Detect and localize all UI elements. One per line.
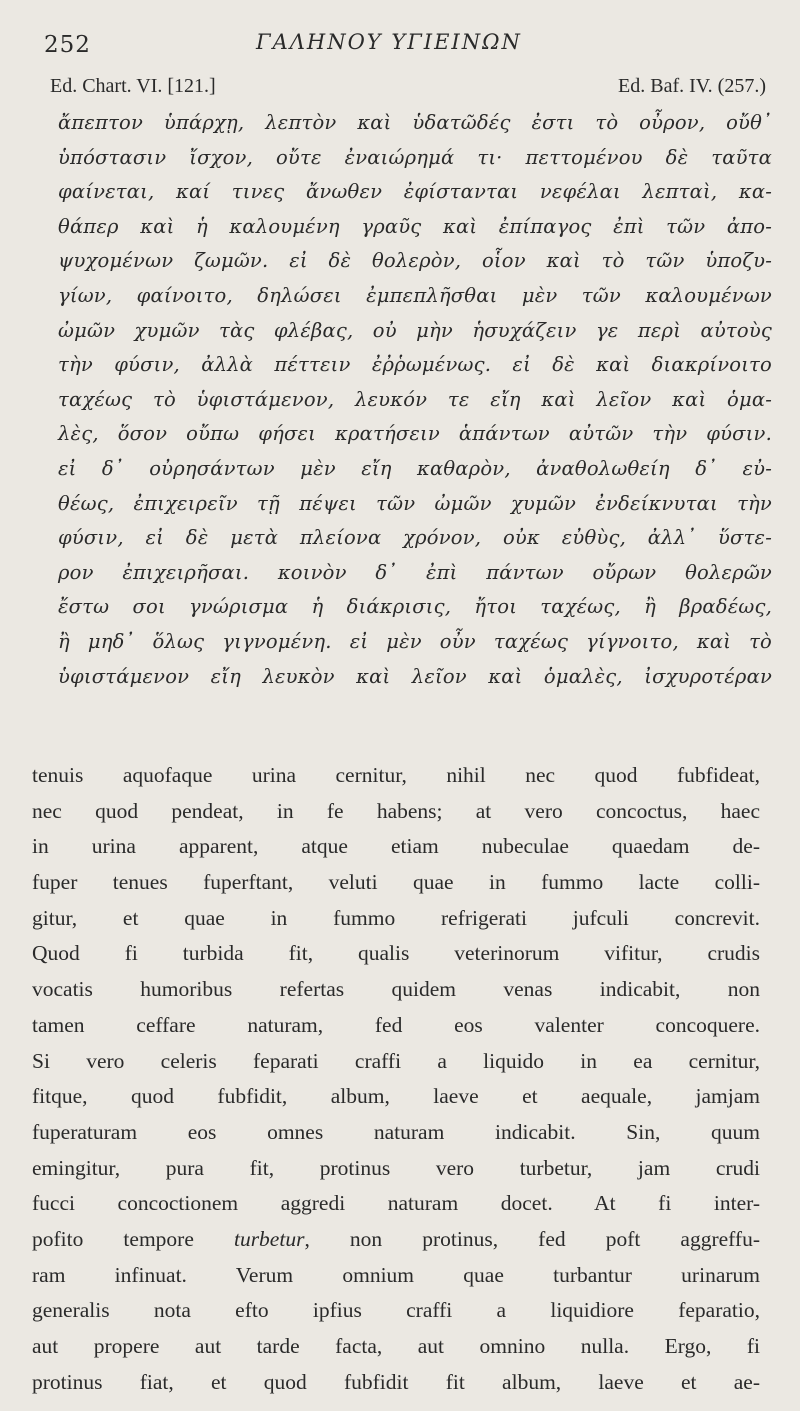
page-number: 252	[44, 32, 91, 58]
greek-text-line: τὴν φύσιν, ἀλλὰ πέττειν ἐῤῥωμένως. εἰ δὲ καὶ διακρίνοιτο	[58, 353, 772, 377]
latin-text-segment: , non protinus, fed poft aggreffu-	[304, 1226, 760, 1251]
running-title: ΓΑΛΗΝΟΥ ΥΓΙΕΙΝΩΝ	[256, 30, 522, 54]
edition-chartier-ref: Ed. Chart. VI. [121.]	[50, 75, 216, 97]
latin-text-line: fuperaturam eos omnes naturam indicabit. Sin, quum	[32, 1119, 760, 1144]
greek-text-line: λὲς, ὅσον οὔπω φήσει κρατήσειν ἁπάντων αὐτῶν τὴν φύσιν.	[58, 422, 772, 446]
greek-text-line: ταχέως τὸ ὑφιστάμενον, λευκόν τε εἴη καὶ λεῖον καὶ ὁμα-	[58, 387, 772, 411]
latin-text-line: vocatis humoribus refertas quidem venas indicabit, non	[32, 977, 760, 1002]
edition-basel-ref: Ed. Baf. IV. (257.)	[618, 75, 766, 97]
latin-text-line: tenuis aquofaque urina cernitur, nihil nec quod fubfideat,	[32, 763, 760, 787]
latin-text-line: ram infinuat. Verum omnium quae turbantur urinarum	[32, 1262, 760, 1287]
latin-text-line	[32, 1222, 760, 1258]
greek-text-line: γίων, φαίνοιτο, δηλώσει ἐμπεπλῆσθαι μὲν τῶν καλουμένων	[58, 283, 772, 307]
latin-text-line: Si vero celeris feparati craffi a liquido in ea cernitur,	[32, 1048, 760, 1073]
greek-text-line: θάπερ καὶ ἡ καλουμένη γραῦς καὶ ἐπίπαγος ἐπὶ τῶν ἀπο-	[58, 214, 772, 238]
greek-text-line: ὠμῶν χυμῶν τὰς φλέβας, οὐ μὴν ἡσυχάζειν γε περὶ αὐτοὺς	[58, 318, 772, 342]
latin-text-segment: pofito tempore	[32, 1226, 234, 1251]
latin-text-line: Quod fi turbida fit, qualis veterinorum vifitur, crudis	[32, 941, 760, 966]
greek-text-line: ὑφιστάμενον εἴη λευκὸν καὶ λεῖον καὶ ὁμαλὲς, ἰσχυροτέραν	[58, 664, 772, 688]
latin-translation-block	[32, 758, 760, 1400]
latin-text-line: fitque, quod fubfidit, album, laeve et aequale, jamjam	[32, 1084, 760, 1109]
latin-text-line: gitur, et quae in fummo refrigerati jufculi concrevit.	[32, 905, 760, 930]
greek-text-line: φαίνεται, καί τινες ἄνωθεν ἐφίστανται νεφέλαι λεπταὶ, κα-	[58, 180, 772, 204]
greek-text-block	[58, 106, 772, 694]
latin-text-line: protinus fiat, et quod fubfidit fit album, laeve et ae-	[32, 1369, 760, 1394]
latin-italic-word: turbetur	[233, 1226, 305, 1251]
latin-text-line: emingitur, pura fit, protinus vero turbetur, jam crudi	[32, 1155, 760, 1180]
latin-text-line: generalis nota efto ipfius craffi a liquidiore feparatio,	[32, 1298, 760, 1323]
latin-text-line: in urina apparent, atque etiam nubeculae quaedam de-	[32, 834, 760, 859]
latin-text-line: nec quod pendeat, in fe habens; at vero concoctus, haec	[32, 798, 760, 823]
greek-text-line: ἔστω σοι γνώρισμα ἡ διάκρισις, ἤτοι ταχέως, ἢ βραδέως,	[58, 595, 772, 619]
greek-text-line: ρον ἐπιχειρῆσαι. κοινὸν δ᾽ ἐπὶ πάντων οὔρων θολερῶν	[58, 560, 772, 584]
edition-reference-line	[50, 75, 766, 103]
latin-text-line: fuper tenues fuperftant, veluti quae in fummo lacte colli-	[32, 870, 760, 895]
greek-text-line: ἄπεπτον ὑπάρχῃ, λεπτὸν καὶ ὑδατῶδές ἐστι τὸ οὖρον, οὔθ᾽	[58, 111, 772, 134]
greek-text-line: θέως, ἐπιχειρεῖν τῇ πέψει τῶν ὠμῶν χυμῶν ἐνδείκνυται τὴν	[58, 491, 772, 515]
latin-text-line: fucci concoctionem aggredi naturam docet. At fi inter-	[32, 1191, 760, 1216]
greek-text-line: ψυχομένων ζωμῶν. εἰ δὲ θολερὸν, οἷον καὶ τὸ τῶν ὑποζυ-	[58, 249, 772, 273]
latin-text-line: tamen ceffare naturam, fed eos valenter concoquere.	[32, 1012, 760, 1037]
greek-text-line: ὑπόστασιν ἴσχον, οὔτε ἐναιώρημά τι· πεττομένου δὲ ταῦτα	[58, 145, 772, 169]
greek-text-line: φύσιν, εἰ δὲ μετὰ πλείονα χρόνον, οὐκ εὐθὺς, ἀλλ᾽ ὕστε-	[58, 526, 772, 550]
running-head	[44, 30, 764, 64]
greek-text-line: ἢ μηδ᾽ ὅλως γιγνομένη. εἰ μὲν οὖν ταχέως γίγνοιτο, καὶ τὸ	[58, 629, 772, 653]
latin-text-line: aut propere aut tarde facta, aut omnino nulla. Ergo, fi	[32, 1334, 760, 1358]
greek-text-line: εἰ δ᾽ οὐρησάντων μὲν εἴη καθαρὸν, ἀναθολωθείη δ᾽ εὐ-	[58, 456, 772, 480]
